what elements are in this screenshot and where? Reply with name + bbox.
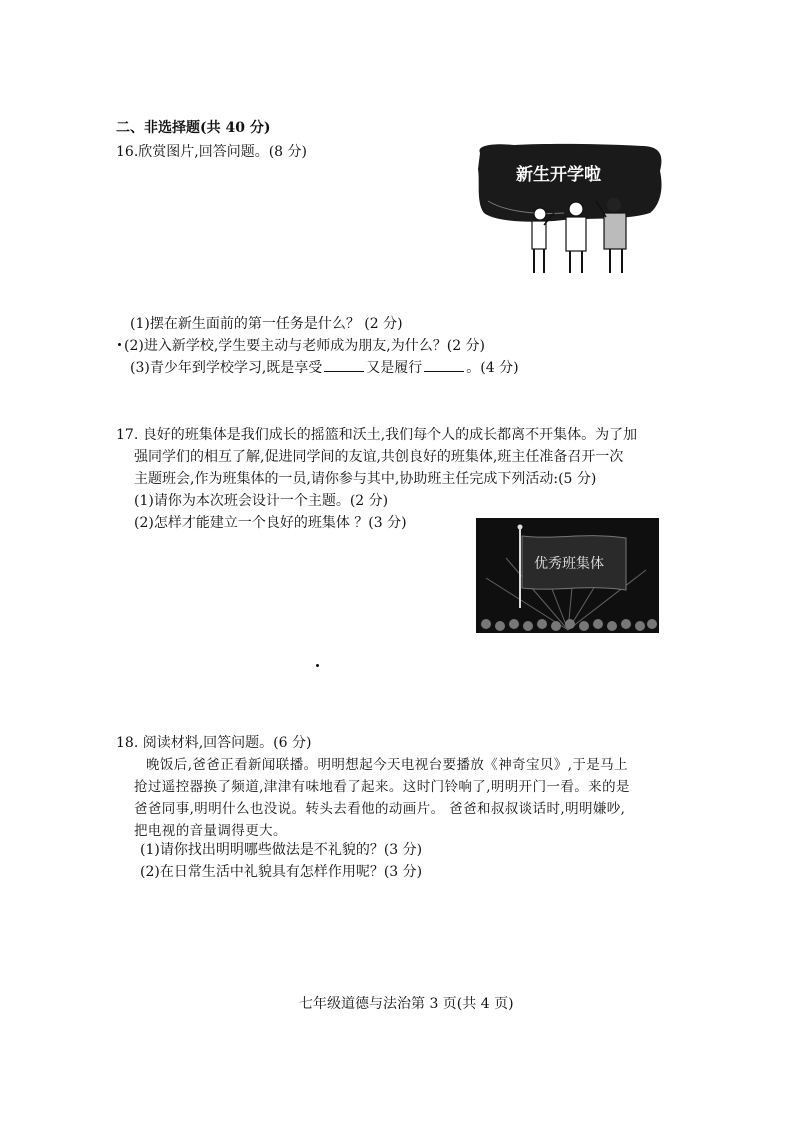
q16-sub3-part-a: (3)青少年到学校学习,既是享受	[130, 360, 323, 376]
q16-sub3-part-c: 。(4 分)	[466, 360, 519, 376]
answer-blank-2[interactable]	[424, 359, 464, 372]
q17-line2: 强同学们的相互了解,促进同学间的友谊,共创良好的班集体,班主任准备召开一次	[134, 449, 624, 465]
excellent-class-flag-image	[476, 518, 659, 633]
q18-sub2: (2)在日常生活中礼貌具有怎样作用呢？(3 分)	[140, 864, 423, 880]
q17-sub1: (1)请你为本次班会设计一个主题。(2 分)	[134, 493, 389, 509]
q16-sub3-part-b: 又是履行	[366, 360, 423, 376]
q18-para-line3: 爸爸同事,明明什么也没说。转头去看他的动画片。 爸爸和叔叔谈话时,明明嫌吵,	[134, 801, 626, 817]
q16-sub3	[130, 359, 519, 377]
q16-stem: 16.欣赏图片,回答问题。(8 分)	[116, 144, 307, 160]
q18-para-line2: 抢过遥控器换了频道,津津有味地看了起来。这时门铃响了,明明开门一看。来的是	[134, 779, 630, 795]
q18-para-line1: 晚饭后,爸爸正看新闻联播。明明想起今天电视台要播放《神奇宝贝》,于是马上	[146, 757, 628, 773]
q16-sub1: (1)摆在新生面前的第一任务是什么？ (2 分)	[130, 316, 403, 332]
page-footer: 七年级道德与法治第 3 页(共 4 页)	[299, 996, 514, 1012]
banner-text: 新生开学啦	[516, 165, 601, 185]
q17-line3: 主题班会,作为班集体的一员,请你参与其中,协助班主任完成下列活动:(5 分)	[134, 471, 597, 487]
answer-blank-1[interactable]	[324, 359, 364, 372]
q18-sub1: (1)请你找出明明哪些做法是不礼貌的？(3 分)	[140, 842, 423, 858]
q17-line1: 17. 良好的班集体是我们成长的摇篮和沃土,我们每个人的成长都离不开集体。为了加	[116, 427, 638, 443]
flag-text: 优秀班集体	[534, 556, 604, 572]
q16-sub2: (2)进入新学校,学生要主动与老师成为朋友,为什么？(2 分)	[124, 338, 486, 354]
q17-sub2: (2)怎样才能建立一个良好的班集体 ？(3 分)	[134, 515, 407, 531]
q18-stem: 18. 阅读材料,回答问题。(6 分)	[116, 735, 312, 751]
new-students-cartoon-image	[474, 141, 666, 276]
scan-speck	[316, 664, 319, 667]
section-title: 二、非选择题(共 40 分)	[116, 120, 271, 136]
scan-speck	[118, 343, 121, 346]
q18-para-line4: 把电视的音量调得更大。	[134, 823, 287, 839]
